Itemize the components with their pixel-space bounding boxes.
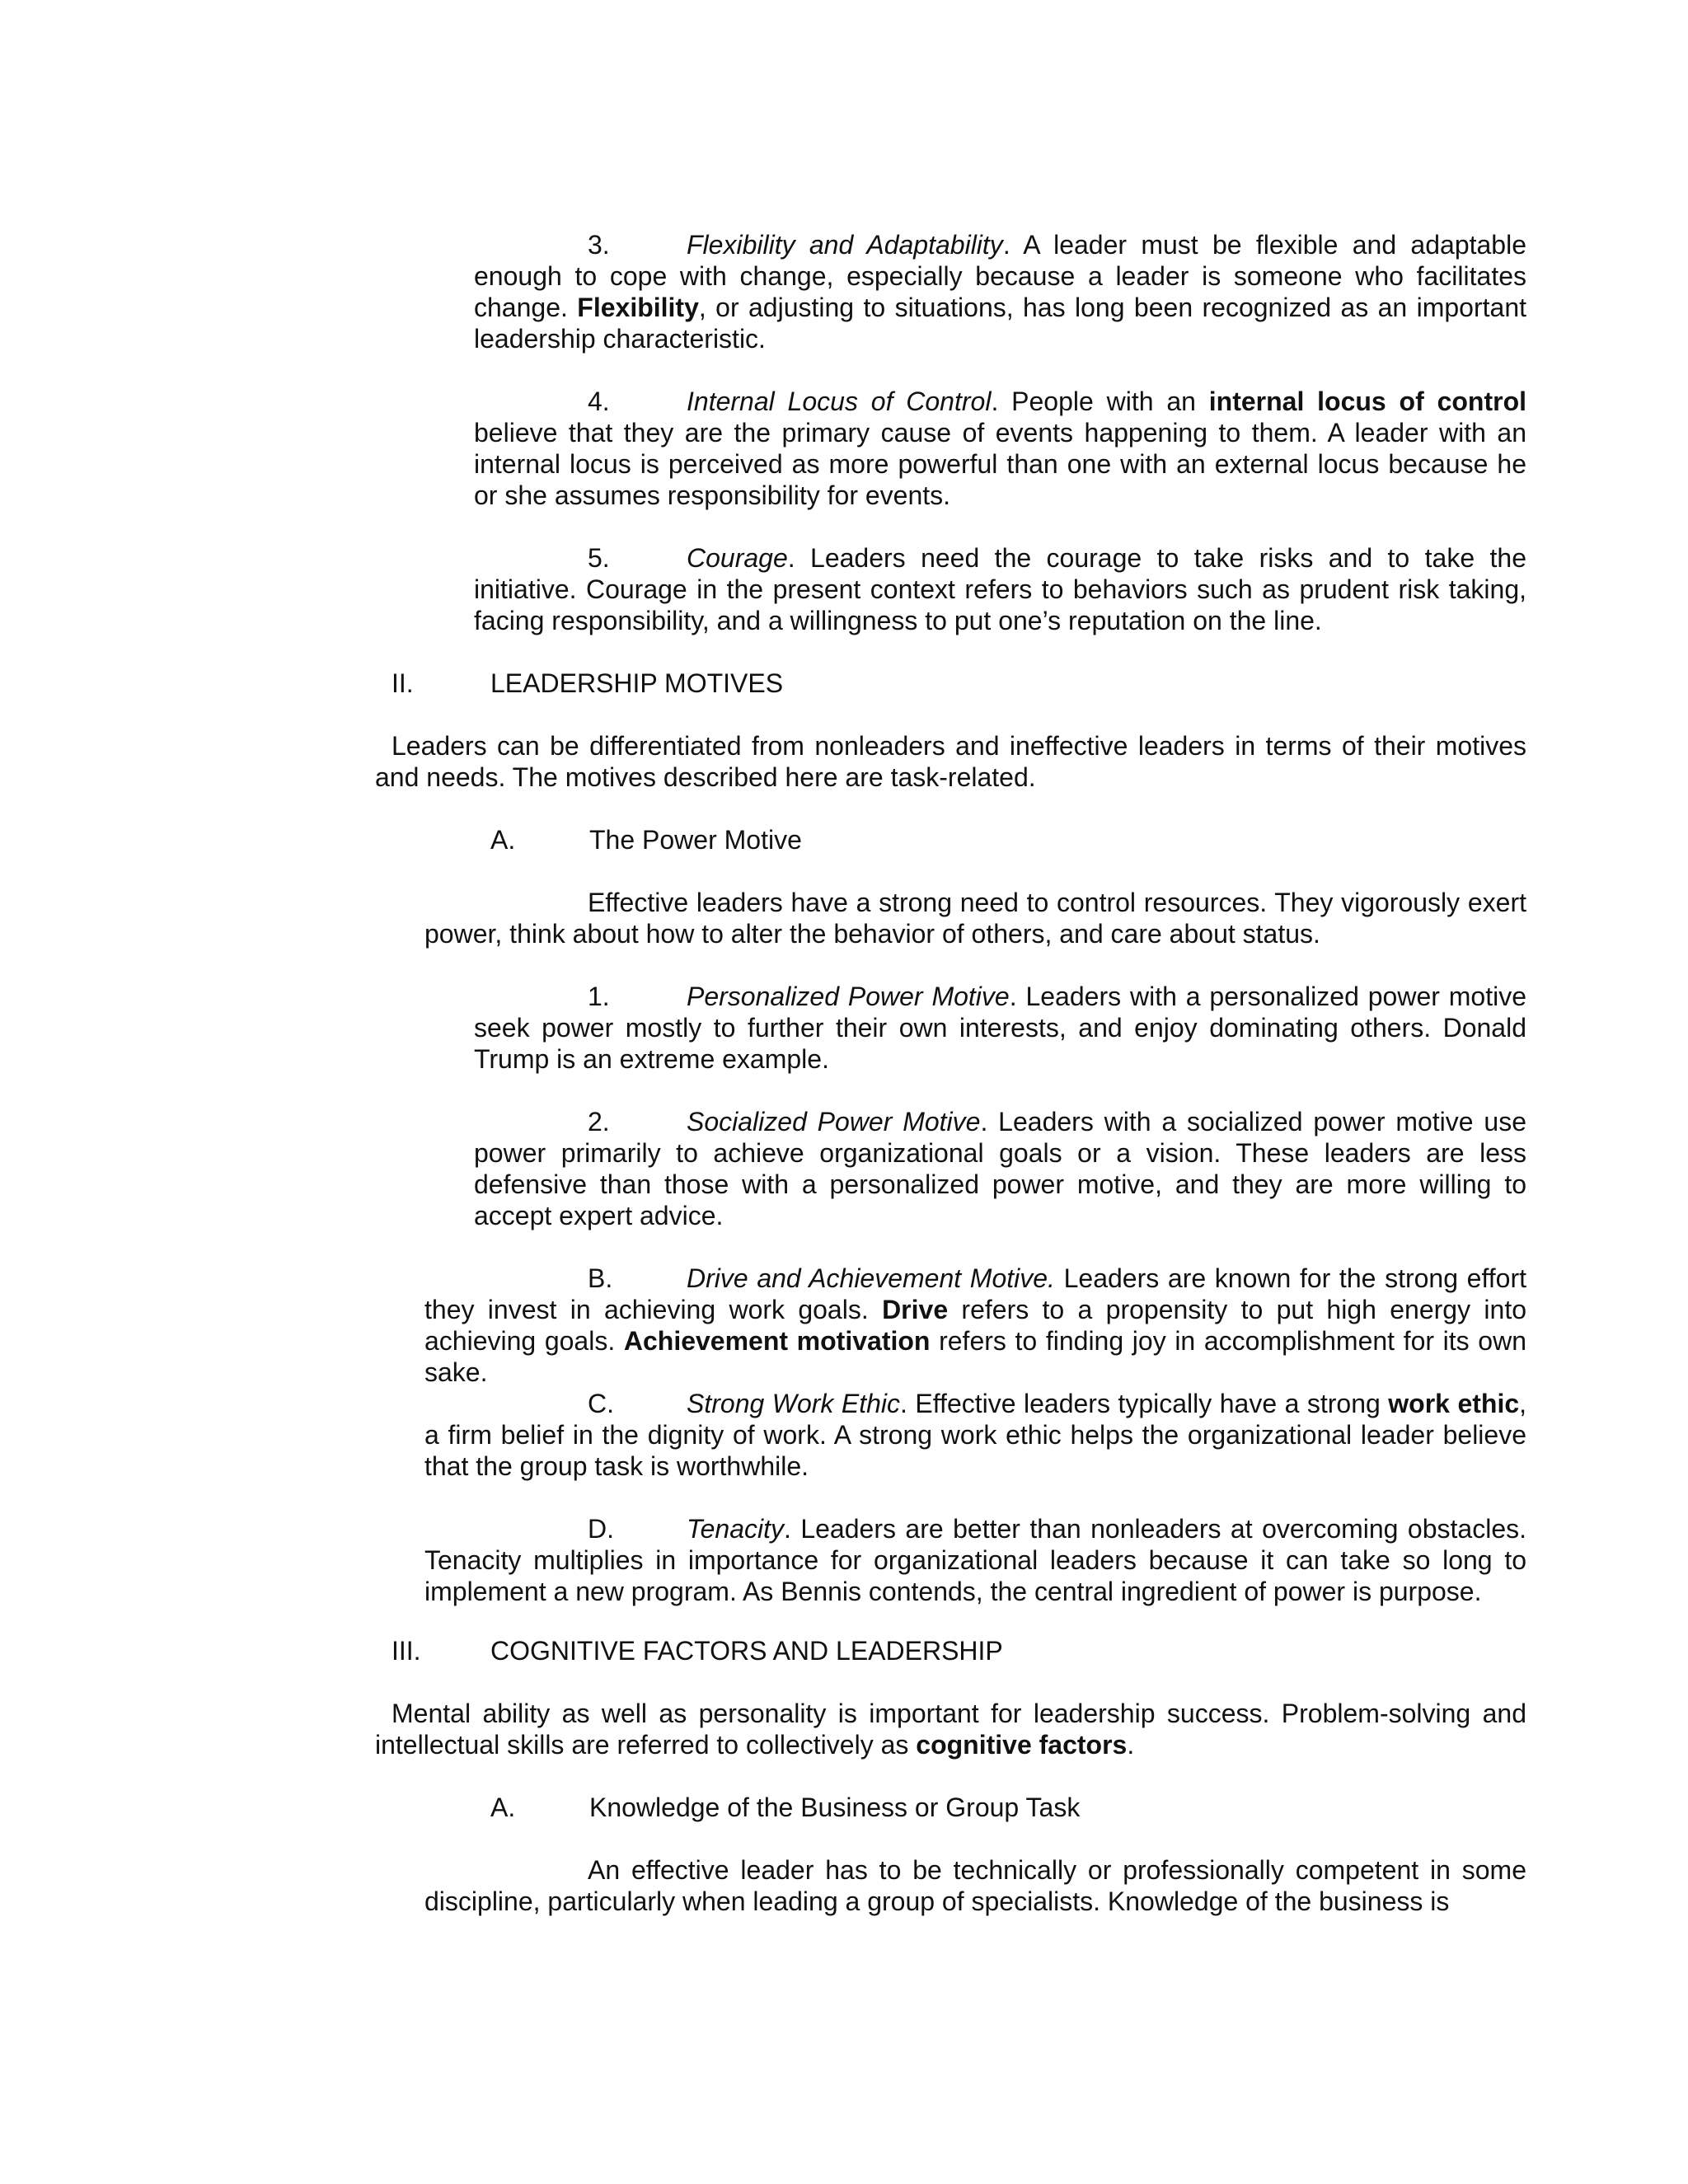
subsection-letter: B. — [588, 1263, 613, 1293]
item-number: 4. — [588, 387, 610, 416]
socialized-power-item: 2. Socialized Power Motive. Leaders with a socialized power motive use power primarily to achieve organizational goals or a vision. These leaders are less defensive than those with a personalized power motive, and they are more willing to accept expert advice. — [474, 1107, 1527, 1230]
subsection-heading-power-motive — [490, 824, 802, 855]
personalized-power-item: 1. Personalized Power Motive. Leaders with a personalized power motive seek power mostly to further their own interests, and enjoy dominating others. Donald Trump is an extreme example. — [474, 982, 1527, 1074]
section-heading-leadership-motives — [392, 668, 783, 699]
power-motive-description: Effective leaders have a strong need to control resources. They vigorously exert power, think about how to alter the behavior of others, and care about status. — [424, 888, 1526, 949]
section-intro: Leaders can be differentiated from nonleaders and ineffective leaders in terms of their motives and needs. The motives described here are task-related. — [375, 731, 1526, 792]
item-title: Drive and Achievement Motive. — [687, 1263, 1055, 1293]
item-number: 2. — [588, 1107, 610, 1137]
item-title: Strong Work Ethic — [687, 1389, 901, 1418]
item-number: 5. — [588, 543, 610, 573]
bold-term: internal locus of control — [1208, 387, 1527, 416]
drive-achievement-item: B. Drive and Achievement Motive. Leaders are known for the strong effort they invest in achieving work goals. Drive refers to a propensity to put high energy into achieving goals. Achievement motivation refers to finding joy in accomplishment for its own sake. — [424, 1263, 1527, 1387]
subsection-letter: D. — [588, 1514, 614, 1544]
bold-term: Flexibility — [577, 293, 699, 322]
subsection-title: Knowledge of the Business or Group Task — [589, 1793, 1081, 1822]
subsection-letter: A. — [490, 1793, 516, 1822]
section-numeral: III. — [392, 1636, 421, 1666]
item-title: Internal Locus of Control — [687, 387, 992, 416]
knowledge-description: An effective leader has to be technically or professionally competent in some discipline, particularly when leading a group of specialists. Knowledge of the business is — [424, 1855, 1526, 1916]
item-number: 1. — [588, 982, 610, 1011]
locus-of-control-item: 4. Internal Locus of Control. People with an internal locus of control believe that they are the primary cause of events happening to them. A leader with an internal locus is perceived as more powerful than one with an external locus because he or she assumes responsibility for events. — [474, 387, 1527, 510]
tenacity-item: D. Tenacity. Leaders are better than nonleaders at overcoming obstacles. Tenacity multiplies in importance for organizational leaders because it can take so long to implement a new program. As Bennis contends, the central ingredient of power is purpose. — [424, 1514, 1526, 1606]
bold-term: cognitive factors — [916, 1730, 1128, 1760]
subsection-letter: A. — [490, 825, 516, 855]
subsection-letter: C. — [588, 1389, 614, 1418]
work-ethic-item: C. Strong Work Ethic. Effective leaders typically have a strong work ethic, a firm belief in the dignity of work. A strong work ethic helps the organizational leader believe that the group task is worthwhile. — [424, 1389, 1527, 1481]
section-title: LEADERSHIP MOTIVES — [490, 668, 784, 698]
bold-term: Drive — [882, 1295, 949, 1324]
item-title: Flexibility and Adaptability — [687, 230, 1003, 260]
flexibility-item: 3. Flexibility and Adaptability. A leader must be flexible and adaptable enough to cope with change, especially because a leader is someone who facilitates change. Flexibility, or adjusting to situations, has long been recognized as an important leadership characteristic. — [474, 230, 1527, 354]
bold-term: Achievement motivation — [623, 1326, 931, 1356]
item-title: Courage — [687, 543, 788, 573]
item-title: Socialized Power Motive — [687, 1107, 981, 1137]
courage-item: 5. Courage. Leaders need the courage to take risks and to take the initiative. Courage in the present context refers to behaviors such as prudent risk taking, facing responsibility, and a willingness to put one’s reputation on the line. — [474, 543, 1526, 635]
item-title: Personalized Power Motive — [687, 982, 1010, 1011]
section-heading-cognitive-factors — [392, 1635, 1003, 1666]
subsection-heading-knowledge — [490, 1792, 1080, 1823]
section-title: COGNITIVE FACTORS AND LEADERSHIP — [490, 1636, 1003, 1666]
bold-term: work ethic — [1388, 1389, 1520, 1418]
section-numeral: II. — [392, 668, 414, 698]
section-intro: Mental ability as well as personality is important for leadership success. Problem-solving and intellectual skills are referred to collectively as cognitive factors. — [375, 1699, 1526, 1760]
subsection-title: The Power Motive — [589, 825, 802, 855]
item-number: 3. — [588, 230, 610, 260]
item-title: Tenacity — [687, 1514, 784, 1544]
